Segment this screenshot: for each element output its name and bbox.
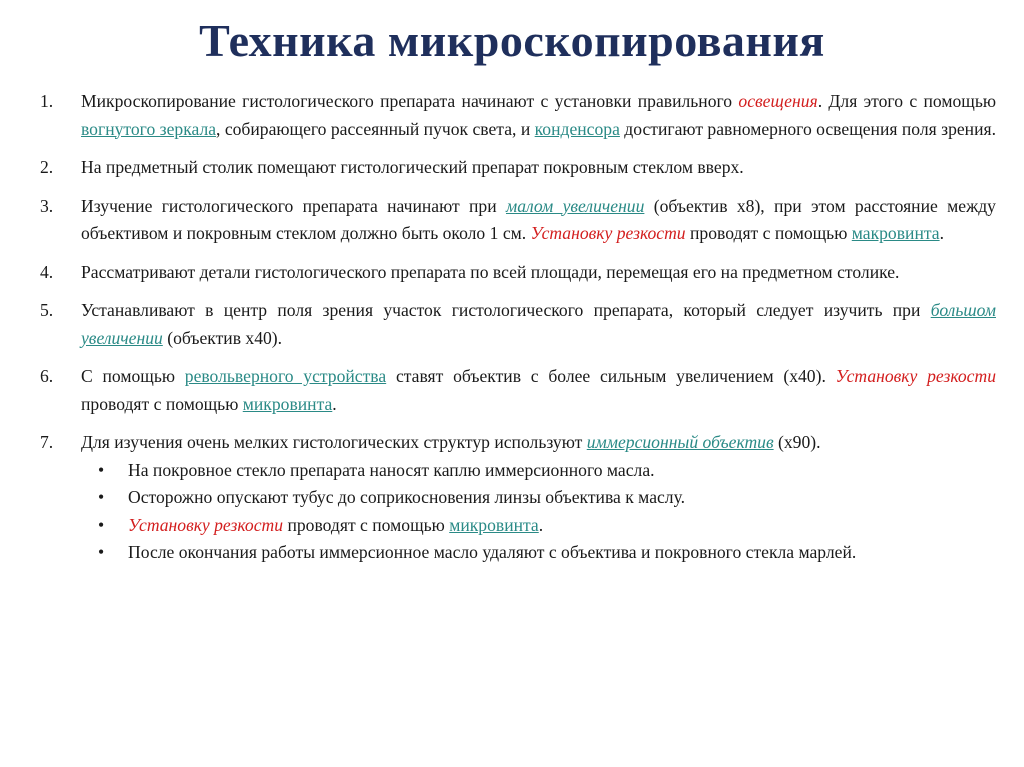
- text-span: На предметный столик помещают гистологический препарат покровным стеклом вверх.: [81, 157, 744, 177]
- bullet-icon: •: [98, 514, 105, 535]
- term-link[interactable]: малом увеличении: [505, 195, 645, 216]
- term-link[interactable]: микровинта: [242, 393, 333, 414]
- bullet-icon: •: [98, 487, 105, 507]
- highlighted-term: Установку резкости: [835, 366, 996, 386]
- text-span: После окончания работы иммерсионное масло удаляют с объектива и покровного стекла марлей.: [128, 542, 857, 562]
- text-span: проводят с помощью: [685, 223, 852, 243]
- list-item: [40, 363, 996, 418]
- bullet-icon: •: [98, 542, 105, 562]
- item-number: 2.: [40, 157, 54, 177]
- text-span: .: [538, 514, 544, 535]
- item-number: 7.: [40, 432, 54, 452]
- term-link[interactable]: микровинта: [449, 514, 539, 535]
- bullet-text: [128, 484, 996, 512]
- text-span: Для изучения очень мелких гистологических структур используют: [81, 432, 587, 452]
- item-text: [81, 193, 996, 248]
- text-span: На покровное стекло препарата наносят каплю иммерсионного масла.: [128, 459, 655, 480]
- text-span: Устанавливают в центр поля зрения участок гистологического препарата, который следует изучить при: [81, 300, 931, 320]
- list-item: [40, 297, 996, 352]
- text-span: ставят объектив с более сильным увеличением (х40).: [386, 366, 836, 386]
- text-span: .: [332, 393, 337, 414]
- term-link[interactable]: конденсора: [534, 118, 620, 139]
- bullet-item: [40, 539, 996, 567]
- highlighted-term: Установку резкости: [128, 514, 284, 535]
- item-number: 4.: [40, 261, 54, 282]
- bullet-list: [81, 457, 996, 567]
- list-item: [40, 193, 996, 248]
- numbered-list: [40, 88, 996, 578]
- text-span: Микроскопирование гистологического препарата начинают с установки правильного: [81, 91, 739, 111]
- page-title: Техника микроскопирования: [199, 15, 825, 66]
- item-text: [81, 154, 996, 182]
- text-span: . Для этого с помощью: [817, 91, 996, 111]
- term-link[interactable]: револьверного устройства: [184, 366, 387, 386]
- text-span: (объектив х40).: [162, 327, 283, 348]
- list-item: [40, 88, 996, 143]
- term-link[interactable]: вогнутого зеркала: [81, 118, 217, 139]
- term-link[interactable]: большом увеличении: [81, 300, 996, 348]
- text-span: проводят с помощью: [283, 514, 450, 535]
- highlighted-term: освещения: [738, 91, 818, 111]
- text-span: .: [939, 223, 944, 243]
- highlighted-term: Установку резкости: [530, 223, 686, 243]
- text-span: (объектив х8), при этом расстояние между объективом и покровным стеклом должно быть около 1 см.: [81, 195, 996, 243]
- item-number: 1.: [40, 91, 54, 111]
- item-text: [81, 88, 996, 143]
- text-span: (х90).: [773, 432, 821, 452]
- text-span: Изучение гистологического препарата начинают при: [81, 195, 506, 216]
- bullet-text: [128, 512, 996, 540]
- item-text: [81, 297, 996, 352]
- term-link[interactable]: иммерсионный объектив: [586, 432, 774, 452]
- bullet-text: [128, 539, 996, 567]
- text-span: С помощью: [81, 366, 185, 386]
- item-text: [81, 429, 996, 567]
- list-item: [40, 259, 996, 287]
- bullet-item: [40, 484, 996, 512]
- text-span: Рассматривают детали гистологического препарата по всей площади, перемещая его на предметном столике.: [81, 261, 900, 282]
- item-number: 6.: [40, 366, 54, 386]
- item-number: 3.: [40, 195, 54, 216]
- item-text: [81, 363, 996, 418]
- term-link[interactable]: макровинта: [851, 223, 940, 243]
- bullet-icon: •: [98, 459, 105, 480]
- bullet-item: [40, 512, 996, 540]
- bullet-text: [128, 457, 996, 485]
- list-item: [40, 154, 996, 182]
- text-span: проводят с помощью: [81, 393, 243, 414]
- list-item: [40, 429, 996, 567]
- text-span: , собирающего рассеянный пучок света, и: [216, 118, 535, 139]
- text-span: Осторожно опускают тубус до соприкосновения линзы объектива к маслу.: [128, 487, 686, 507]
- bullet-item: [40, 457, 996, 485]
- text-span: достигают равномерного освещения поля зрения.: [619, 118, 997, 139]
- item-text: [81, 259, 996, 287]
- item-number: 5.: [40, 300, 54, 320]
